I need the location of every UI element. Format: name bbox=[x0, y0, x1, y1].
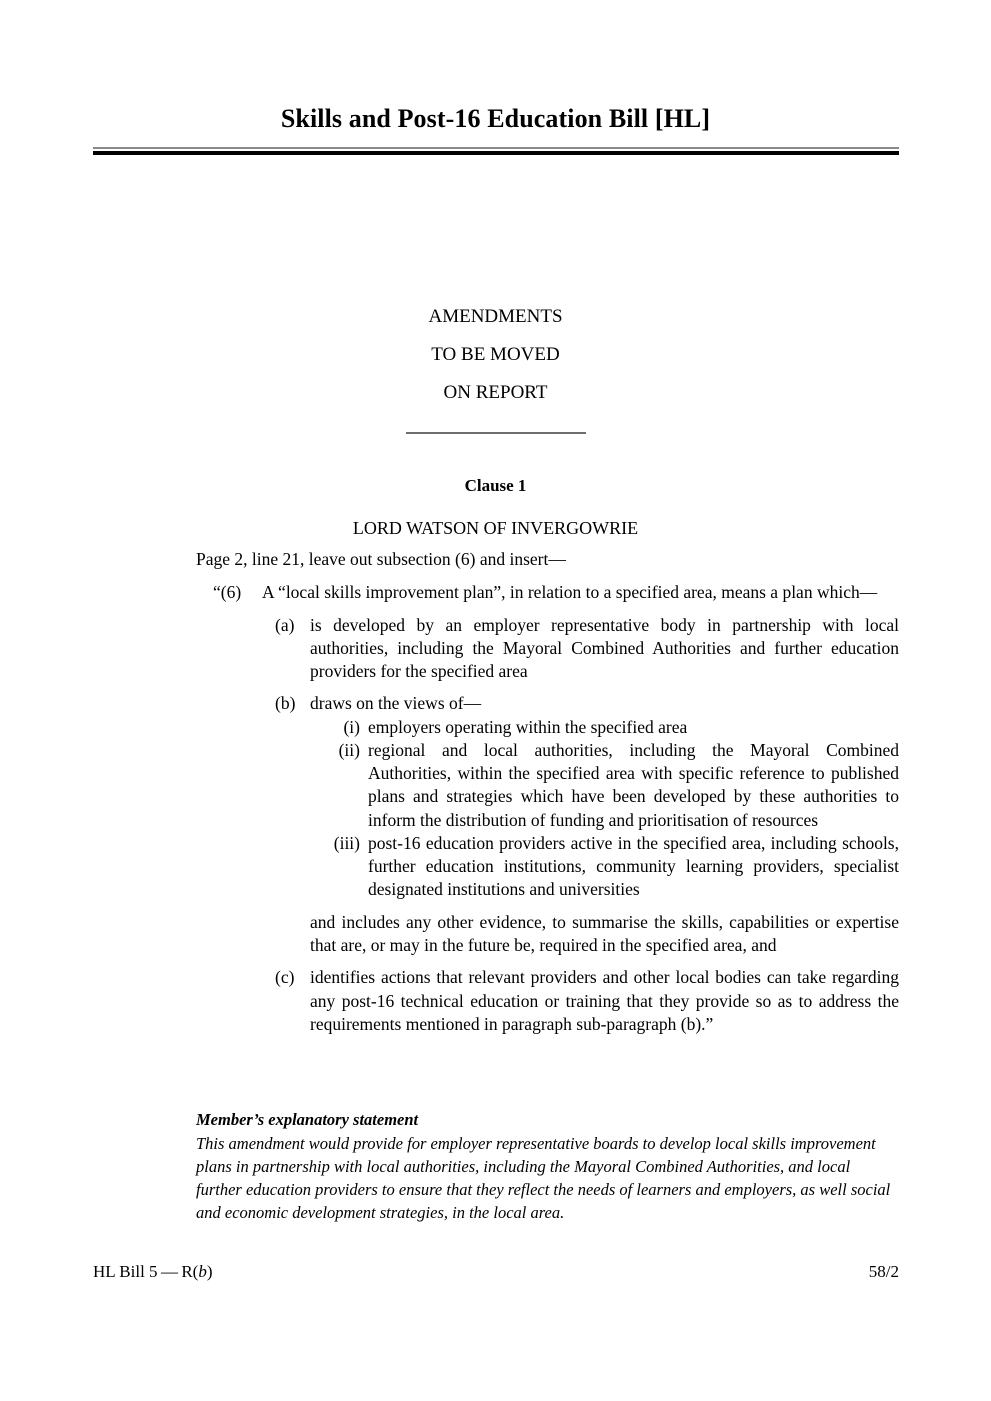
amendments-heading-line-3: ON REPORT bbox=[443, 382, 548, 403]
page-title: Skills and Post-16 Education Bill [HL] bbox=[280, 104, 711, 133]
explanatory-statement-heading: Member’s explanatory statement bbox=[196, 1110, 419, 1129]
paragraph-b-text: draws on the views of— bbox=[310, 693, 482, 714]
paragraph-a-text: is developed by an employer representative body in partnership with local authorities, including the Mayoral Combined Authorities and further education providers for the specified area bbox=[310, 614, 899, 682]
subparagraph-iii bbox=[317, 832, 899, 902]
subparagraph-ii bbox=[317, 739, 899, 832]
bill-reference bbox=[93, 1262, 213, 1282]
amendments-heading-line-2: TO BE MOVED bbox=[431, 344, 560, 365]
paragraph-a-marker: (a) bbox=[275, 614, 295, 635]
amendment-subsection-6 bbox=[213, 581, 899, 604]
clause-heading: Clause 1 bbox=[464, 476, 527, 495]
subparagraph-i bbox=[317, 716, 899, 739]
page-footer bbox=[93, 1262, 899, 1282]
paragraph-b-tail-text: and includes any other evidence, to summarise the skills, capabilities or expertise that are, or may in the future be, required in the specified area, and bbox=[310, 911, 899, 955]
amendment-lead-line: Page 2, line 21, leave out subsection (6) and insert— bbox=[196, 549, 566, 569]
amendment-text: A “local skills improvement plan”, in relation to a specified area, means a plan which— bbox=[262, 582, 878, 603]
sponsor-name: LORD WATSON OF INVERGOWRIE bbox=[352, 518, 639, 538]
explanatory-statement-body: This amendment would provide for employer representative boards to develop local skills improvement plans in partnership with local authorities, including the Mayoral Combined Authorities, and local further education providers to ensure that they reflect the needs of learners and employers, as well social and economic development strategies, in the local area. bbox=[196, 1134, 891, 1223]
subparagraph-iii-marker: (iii) bbox=[333, 832, 360, 853]
title-divider-rule bbox=[93, 147, 899, 155]
subparagraph-ii-marker: (ii) bbox=[338, 739, 360, 760]
paragraph-b-marker: (b) bbox=[275, 693, 296, 714]
explanatory-statement bbox=[196, 1108, 896, 1224]
amendments-heading-line-1: AMENDMENTS bbox=[428, 306, 563, 327]
subparagraph-i-text: employers operating within the specified area bbox=[368, 716, 688, 737]
subparagraph-i-marker: (i) bbox=[343, 716, 360, 737]
paragraph-c-text: identifies actions that relevant providers and other local bodies can take regarding any post-16 technical education or training that they provide so as to address the requirements mentioned in paragraph sub-paragraph (b).” bbox=[310, 967, 899, 1034]
title-rule-thick bbox=[93, 151, 899, 155]
subparagraph-ii-text: regional and local authorities, including the Mayoral Combined Authorities, within the specified area with specific reference to published plans and strategies which have been developed by these authorities to inform the distribution of funding and prioritisation of resources bbox=[368, 739, 899, 830]
paragraph-c-marker: (c) bbox=[275, 967, 295, 988]
bill-reference-italic: b bbox=[198, 1262, 207, 1281]
bill-reference-suffix: ) bbox=[206, 1262, 213, 1281]
paragraph-b bbox=[275, 692, 899, 715]
amendment-marker: “(6) bbox=[213, 582, 242, 603]
bill-reference-prefix: HL Bill 5 — R( bbox=[93, 1262, 199, 1281]
paragraph-c bbox=[275, 966, 899, 1036]
page-number: 58/2 bbox=[868, 1262, 899, 1281]
paragraph-a bbox=[275, 614, 899, 684]
subparagraph-iii-text: post-16 education providers active in the specified area, including schools, further education institutions, community learning providers, specialist designated institutions and universities bbox=[368, 832, 899, 900]
amendment-body bbox=[196, 548, 899, 1036]
section-divider-rule bbox=[406, 432, 586, 434]
